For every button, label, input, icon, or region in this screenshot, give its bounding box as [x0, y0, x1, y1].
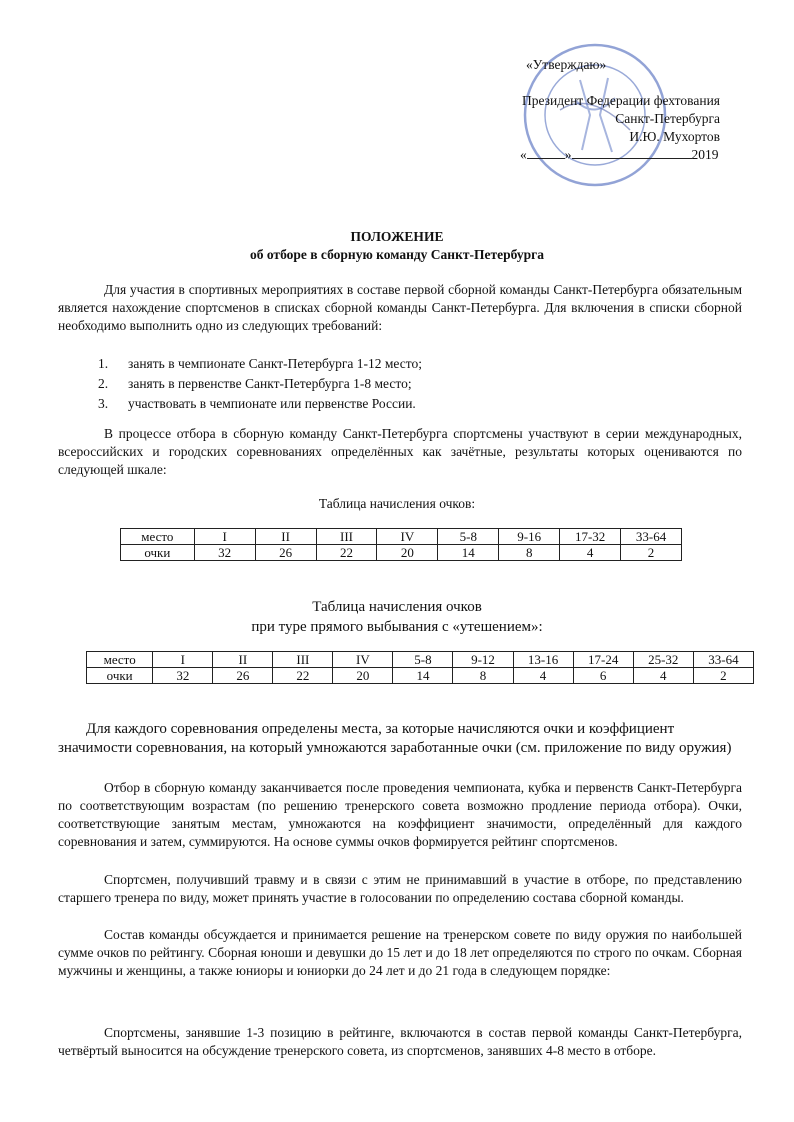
- table-cell: 20: [333, 668, 393, 684]
- table-cell: 2: [693, 668, 753, 684]
- table-cell: 5-8: [438, 529, 499, 545]
- table-cell: 14: [393, 668, 453, 684]
- table-cell: 9-16: [499, 529, 560, 545]
- points-table: [120, 528, 682, 561]
- approval-date: « » 2019: [520, 147, 719, 162]
- table2-caption: Таблица начисления очков: [312, 599, 482, 615]
- approval-city: Санкт-Петербурга: [615, 111, 720, 126]
- row-label: очки: [121, 545, 195, 561]
- injury-paragraph: Спортсмен, получивший травму и в связи с этим не принимавший в участие в отборе, по представлению старшего тренера по виду, может принять участие в голосовании по определению состава сборной команды.: [58, 872, 742, 905]
- table-cell: I: [153, 652, 213, 668]
- table-cell: 17-32: [560, 529, 621, 545]
- table-cell: 22: [273, 668, 333, 684]
- table-cell: III: [316, 529, 377, 545]
- approval-position: Президент Федерации фехтования: [522, 93, 720, 108]
- table-cell: 4: [513, 668, 573, 684]
- table-cell: 22: [316, 545, 377, 561]
- approval-signer: И.Ю. Мухортов: [629, 129, 720, 144]
- page-title: ПОЛОЖЕНИЕ: [350, 229, 444, 244]
- list-item: 2. занять в первенстве Санкт-Петербурга 1-8 место;: [98, 376, 412, 391]
- table-cell: 17-24: [573, 652, 633, 668]
- table-cell: 20: [377, 545, 438, 561]
- ranking-paragraph: Спортсмены, занявшие 1-3 позицию в рейтинге, включаются в состав первой команды Санкт-Петербурга, четвёртый выносится на обсуждение тренерского совета, из спортсменов, занявших 4-8 место в отборе.: [58, 1025, 742, 1058]
- requirements-list: [98, 354, 422, 414]
- table-cell: 13-16: [513, 652, 573, 668]
- list-item: 1. занять в чемпионате Санкт-Петербурга 1-12 место;: [98, 356, 422, 371]
- table-cell: III: [273, 652, 333, 668]
- list-item: 3. участвовать в чемпионате или первенстве России.: [98, 396, 416, 411]
- table-cell: 8: [499, 545, 560, 561]
- consolation-points-table: [86, 651, 754, 684]
- table-cell: 33-64: [693, 652, 753, 668]
- table-cell: 9-12: [453, 652, 513, 668]
- table-cell: 4: [560, 545, 621, 561]
- table-row: [121, 545, 682, 561]
- table2-caption-sub: при туре прямого выбывания с «утешением»:: [251, 619, 543, 635]
- table-row: [87, 668, 754, 684]
- table-cell: II: [255, 529, 316, 545]
- team-composition-paragraph: Состав команды обсуждается и принимается решение на тренерском совете по виду оружия по наибольшей сумме очков по рейтингу. Сборная юноши и девушки до 15 лет и до 18 лет определяются по строго по очкам. Сборная мужчины и женщины, а также юниоры и юниорки до 24 лет и до 21 года в следующем порядке:: [58, 927, 742, 978]
- row-label: место: [87, 652, 153, 668]
- table-cell: 32: [153, 668, 213, 684]
- table1-caption: Таблица начисления очков:: [318, 496, 476, 511]
- table-cell: 6: [573, 668, 633, 684]
- table-cell: 32: [194, 545, 255, 561]
- table-cell: I: [194, 529, 255, 545]
- table-row: [87, 652, 754, 668]
- table-row: [121, 529, 682, 545]
- table-cell: 8: [453, 668, 513, 684]
- row-label: очки: [87, 668, 153, 684]
- end-selection-paragraph: Отбор в сборную команду заканчивается после проведения чемпионата, кубка и первенств Санкт-Петербурга по соответствующим возрастам (по решению тренерского совета возможно продление периода отбора). Очки, соответствующие занятым местам, умножаются на коэффициент значимости, определённый для каждого соревнования и затем, суммируются. На основе суммы очков формируется рейтинг спортсменов.: [58, 780, 742, 849]
- row-label: место: [121, 529, 195, 545]
- table-cell: IV: [377, 529, 438, 545]
- table-cell: 26: [255, 545, 316, 561]
- approval-title: «Утверждаю»: [526, 57, 607, 72]
- table-cell: 25-32: [633, 652, 693, 668]
- selection-paragraph: В процессе отбора в сборную команду Санкт-Петербурга спортсмены участвуют в серии международных, всероссийских и городских соревнованиях определённых как зачётные, результаты которых оцениваются по следующей шкале:: [58, 426, 742, 477]
- table-cell: 14: [438, 545, 499, 561]
- intro-paragraph: Для участия в спортивных мероприятиях в составе первой сборной команды Санкт-Петербурга обязательным является нахождение спортсменов в списках сборной команды Санкт-Петербурга. Для включения в списки сборной необходимо выполнить одно из следующих требований:: [58, 282, 742, 333]
- coefficient-paragraph-cont: значимости соревнования, на который умножаются заработанные очки (см. приложение по виду оружия): [58, 740, 732, 756]
- table-cell: 5-8: [393, 652, 453, 668]
- table-cell: 2: [621, 545, 682, 561]
- table-cell: 26: [213, 668, 273, 684]
- page-subtitle: об отборе в сборную команду Санкт-Петербурга: [249, 247, 544, 262]
- table-cell: 4: [633, 668, 693, 684]
- coefficient-paragraph: Для каждого соревнования определены места, за которые начисляются очки и коэффициент: [86, 721, 675, 737]
- table-cell: II: [213, 652, 273, 668]
- table-cell: 33-64: [621, 529, 682, 545]
- table-cell: IV: [333, 652, 393, 668]
